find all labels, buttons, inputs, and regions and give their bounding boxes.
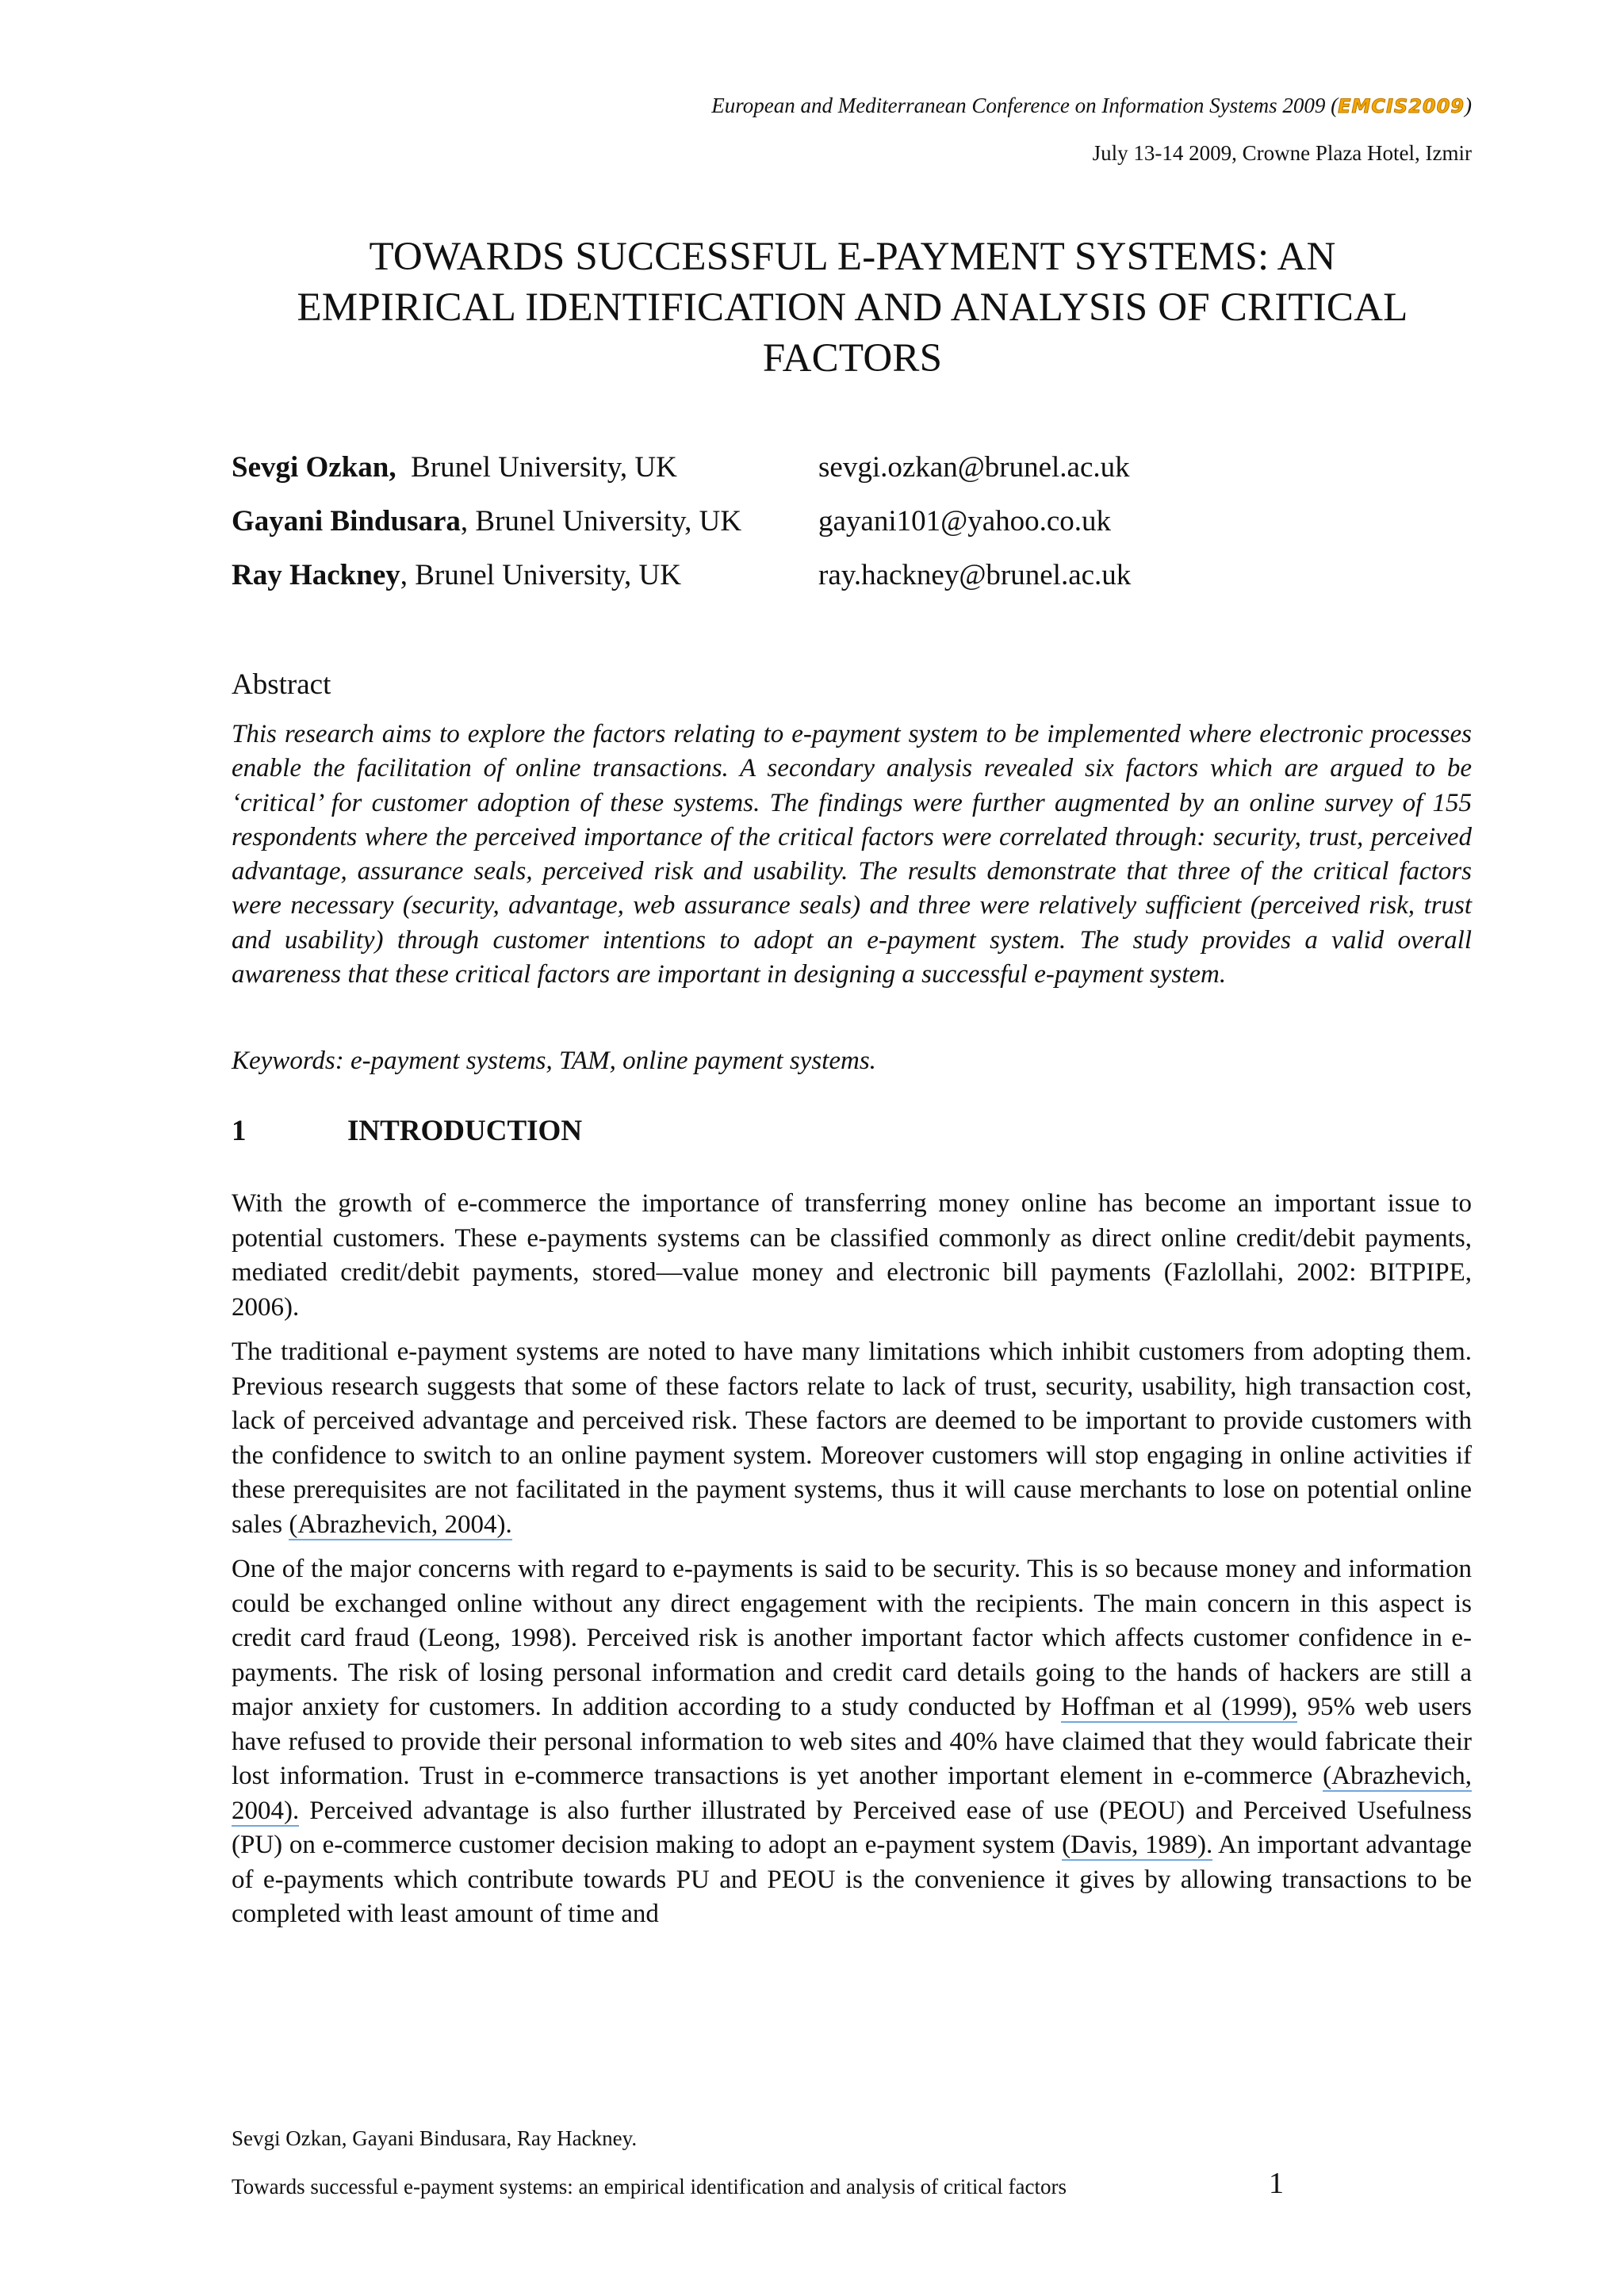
paragraph-2-text: The traditional e-payment systems are noted to have many limitations which inhibit customers from adopting them. Previous research suggests that some of these factors relate to lack of trust, security, usability, high transaction cost, lack of perceived advantage and perceived risk. These factors are deemed to be important to provide customers with the confidence to switch to an online payment system. Moreover customers will stop engaging in online activities if these prerequisites are not facilitated in the payment systems, thus it will cause merchants to lose on potential online sales [232,1337,1472,1539]
citation-link[interactable]: (Davis, 1989). [1062,1831,1213,1859]
author-email: ray.hackney@brunel.ac.uk [818,559,1132,591]
conference-name: European and Mediterranean Conference on Information Systems 2009 ( [711,94,1339,117]
section-number: 1 [232,1115,247,1147]
paragraph-3-text-a: One of the major concerns with regard to e-payments is said to be security. This is so because money and information could be exchanged online without any direct engagement with the recipients. The main concern in this aspect is credit card fraud (Leong, 1998). Perceived risk is another important factor which affects customer confidence in e-payments. The risk of losing personal information and credit card details going to the hands of hackers are still a major anxiety for customers. In addition according to a study conducted by [232,1555,1472,1721]
paper-title [232,232,1473,384]
section-heading [232,1114,582,1148]
author-name: Sevgi Ozkan, [232,451,396,484]
conference-header [711,94,1472,118]
footer-authors: Sevgi Ozkan, Gayani Bindusara, Ray Hackney. [232,2126,638,2150]
title-line-3: FACTORS [762,336,943,381]
title-line-1: TOWARDS SUCCESSFUL E-PAYMENT SYSTEMS: AN [369,235,1336,279]
section-title: INTRODUCTION [347,1115,583,1147]
author-affiliation: , Brunel University, UK [460,505,742,538]
abstract-text: This research aims to explore the factors relating to e-payment system to be implemented where electronic processes enable the facilitation of online transactions. A secondary analysis revealed six factors which are argued to be ‘critical’ for customer adoption of these systems. The findings were further augmented by an online survey of 155 respondents where the perceived importance of the critical factors were correlated through: security, trust, perceived advantage, assurance seals, perceived risk and usability. The results demonstrate that three of the critical factors were necessary (security, advantage, web assurance seals) and three were relatively sufficient (perceived risk, trust and usability) through customer intentions to adopt an e-payment system. The study provides a valid overall awareness that these critical factors are important in designing a successful e-payment system. [232,720,1472,989]
conference-paren: ) [1465,94,1472,117]
author-name: Ray Hackney [232,559,400,591]
abstract-heading: Abstract [232,668,331,701]
paragraph-3-text-d: An important advantage of e-payments which contribute towards PU and PEOU is the convenience it gives by allowing transactions to be completed with least amount of time and [232,1831,1473,1928]
paragraph-2 [232,1335,1472,1542]
conference-logo: EMCIS2009 [1338,95,1465,117]
keywords: Keywords: e-payment systems, TAM, online payment systems. [232,1047,876,1075]
body-text [232,1187,1472,1942]
paragraph-3-text-c: Perceived advantage is also further illustrated by Perceived ease of use (PEOU) and Perceived Usefulness (PU) on e-commerce customer decision making to adopt an e-payment system [232,1796,1472,1859]
paragraph-3 [232,1552,1472,1932]
paragraph-1: With the growth of e-commerce the importance of transferring money online has become an important issue to potential customers. These e-payments systems can be classified commonly as direct online credit/debit payments, mediated credit/debit payments, stored—value money and electronic bill payments (Fazlollahi, 2002: BITPIPE, 2006). [232,1189,1472,1322]
citation-link[interactable]: (Abrazhevich, 2004). [232,1762,1472,1825]
author-affiliation: Brunel University, UK [396,451,677,484]
paragraph-3-text-b: 95% web users have refused to provide their personal information to web sites and 40% have claimed that they would fabricate their lost information. Trust in e-commerce transactions is yet another important element in e-commerce [232,1693,1472,1790]
citation-link[interactable]: (Abrazhevich, 2004). [289,1510,512,1539]
author-email: sevgi.ozkan@brunel.ac.uk [818,451,1130,484]
footer-title: Towards successful e-payment systems: an empirical identification and analysis of critical factors [232,2175,1067,2198]
author-affiliation: , Brunel University, UK [400,559,681,591]
title-line-2: EMPIRICAL IDENTIFICATION AND ANALYSIS OF CRITICAL [297,285,1408,330]
conference-dates: July 13-14 2009, Crowne Plaza Hotel, Izmir [1092,141,1472,165]
citation-link[interactable]: Hoffman et al (1999), [1060,1693,1298,1721]
author-name: Gayani Bindusara [232,505,461,538]
author-email: gayani101@yahoo.co.uk [818,505,1112,538]
page-number: 1 [1269,2167,1284,2200]
